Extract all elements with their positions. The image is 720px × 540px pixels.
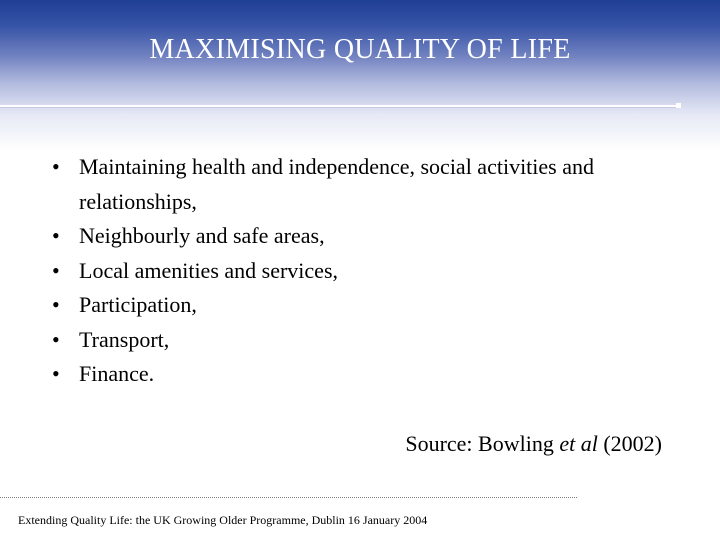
bullet-marker: • — [52, 292, 60, 317]
source-authors: et al — [559, 431, 598, 456]
bullet-item — [52, 150, 692, 219]
bullet-text: Participation, — [79, 292, 197, 317]
bullet-text: Local amenities and services, — [79, 257, 339, 283]
source-year: (2002) — [597, 431, 662, 456]
title-divider-end-marker — [676, 103, 681, 108]
bullet-item — [52, 254, 692, 289]
bullet-marker: • — [52, 361, 60, 386]
bullet-text: Neighbourly and safe areas, — [79, 223, 325, 248]
footer-divider — [0, 497, 577, 498]
title-divider — [0, 105, 678, 107]
bullet-marker: • — [52, 257, 60, 283]
bullet-text: Maintaining health and independence, social activities and relationships, — [79, 154, 594, 214]
bullet-marker: • — [52, 223, 60, 248]
footer-text: Extending Quality Life: the UK Growing Older Programme, Dublin 16 January 2004 — [18, 513, 428, 527]
bullet-marker: • — [52, 326, 60, 352]
source-prefix: Source: Bowling — [405, 431, 560, 456]
bullet-item — [52, 357, 692, 392]
bullet-marker: • — [52, 154, 60, 179]
bullet-item — [52, 323, 692, 358]
source-citation — [405, 428, 662, 460]
bullet-text: Transport, — [79, 326, 170, 352]
bullet-item — [52, 219, 692, 254]
bullet-item — [52, 288, 692, 323]
bullet-text: Finance. — [79, 361, 155, 386]
bullet-list — [52, 150, 692, 392]
slide-title: MAXIMISING QUALITY OF LIFE — [149, 34, 571, 65]
